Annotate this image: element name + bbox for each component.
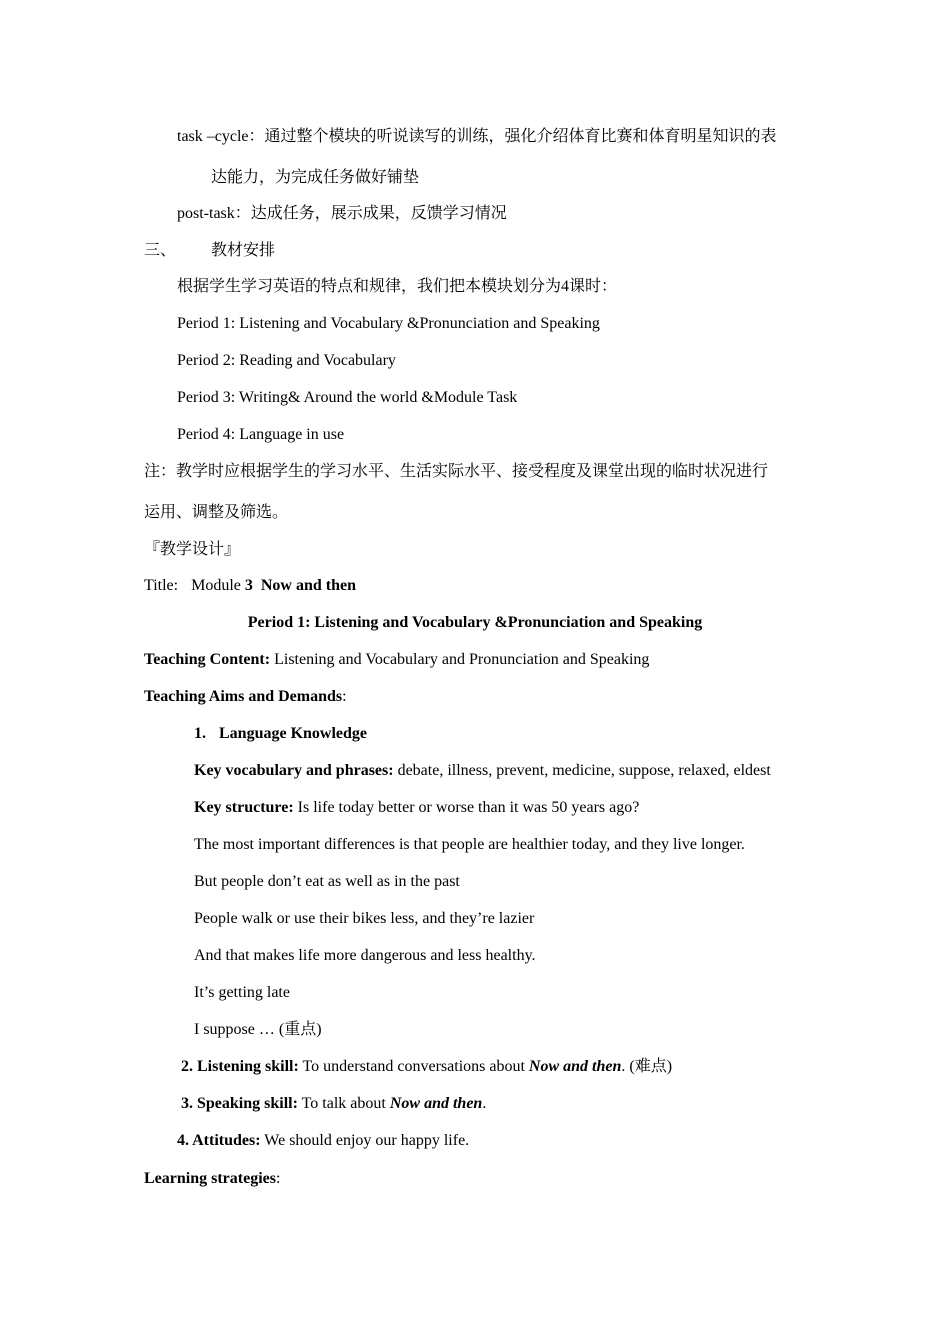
speaking-skill-text: To talk about [297, 1095, 390, 1112]
period-item: Period 2: Reading and Vocabulary [177, 352, 396, 369]
listening-skill-emphasis: Now and then [528, 1058, 622, 1075]
title-label: Title: [144, 577, 179, 594]
teaching-content [144, 650, 649, 670]
structure-line: But people don’t eat as well as in the past [194, 873, 460, 890]
section-number: 三、 [144, 242, 177, 259]
structure-line: It’s getting late [194, 984, 290, 1001]
structure-line: The most important differences is that people are healthier today, and they live longer. [194, 836, 745, 853]
title-module-number: 3 [244, 577, 253, 594]
note-line: 注：教学时应根据学生的学习水平、生活实际水平、接受程度及课堂出现的临时状况进行 [144, 463, 769, 480]
language-knowledge-label: Language Knowledge [219, 725, 368, 742]
aims-suffix: : [342, 688, 347, 705]
list-number: 1. [194, 725, 206, 742]
title-module-name: Now and then [260, 577, 357, 594]
attitudes-label: 4. Attitudes: [177, 1132, 261, 1149]
learning-strategies-label: Learning strategies [144, 1170, 276, 1187]
speaking-skill-label: 3. Speaking skill: [181, 1095, 298, 1112]
language-knowledge-heading [194, 724, 367, 744]
note-line-continuation: 运用、调整及筛选。 [144, 504, 289, 521]
structure-line: People walk or use their bikes less, and they’re lazier [194, 910, 535, 927]
aims-heading [144, 687, 347, 707]
key-structure-label: Key structure: [194, 799, 294, 816]
period-item: Period 4: Language in use [177, 426, 345, 443]
structure-line: I suppose … (重点) [194, 1021, 322, 1038]
aims-label: Teaching Aims and Demands [144, 688, 343, 705]
learning-strategies-suffix: : [275, 1170, 281, 1187]
key-vocabulary-value: debate, illness, prevent, medicine, suppose, relaxed, eldest [393, 762, 771, 779]
teaching-content-label: Teaching Content: [144, 651, 271, 668]
design-heading: 『教学设计』 [144, 541, 241, 558]
learning-strategies-heading [144, 1169, 280, 1189]
listening-skill-tail: . (难点) [621, 1058, 673, 1075]
speaking-skill-tail: . [482, 1095, 487, 1112]
key-vocabulary-label: Key vocabulary and phrases: [194, 762, 394, 779]
teaching-content-value: Listening and Vocabulary and Pronunciation and Speaking [270, 651, 650, 668]
period-heading: Period 1: Listening and Vocabulary &Pronunciation and Speaking [247, 614, 703, 631]
lesson-title [144, 576, 356, 596]
attitudes [177, 1131, 469, 1151]
task-cycle-continuation: 达能力，为完成任务做好铺垫 [211, 169, 420, 186]
listening-skill-label: 2. Listening skill: [181, 1058, 299, 1075]
key-structure [194, 798, 639, 818]
speaking-skill [181, 1094, 486, 1114]
key-vocabulary [194, 761, 771, 781]
structure-line: And that makes life more dangerous and less healthy. [194, 947, 536, 964]
speaking-skill-emphasis: Now and then [389, 1095, 483, 1112]
period-item: Period 1: Listening and Vocabulary &Pronunciation and Speaking [177, 315, 600, 332]
key-structure-value: Is life today better or worse than it was 50 years ago? [293, 799, 640, 816]
listening-skill [181, 1057, 672, 1077]
section-title: 教材安排 [211, 242, 276, 259]
post-task-line: post-task：达成任务，展示成果，反馈学习情况 [177, 205, 507, 222]
period-item: Period 3: Writing& Around the world &Module Task [177, 389, 518, 406]
task-cycle-line: task –cycle：通过整个模块的听说读写的训练，强化介绍体育比赛和体育明星知识的表 [177, 128, 777, 145]
listening-skill-text: To understand conversations about [298, 1058, 529, 1075]
title-module: Module [191, 577, 241, 594]
arrangement-intro: 根据学生学习英语的特点和规律，我们把本模块划分为4课时： [177, 278, 618, 295]
attitudes-value: We should enjoy our happy life. [260, 1132, 470, 1149]
